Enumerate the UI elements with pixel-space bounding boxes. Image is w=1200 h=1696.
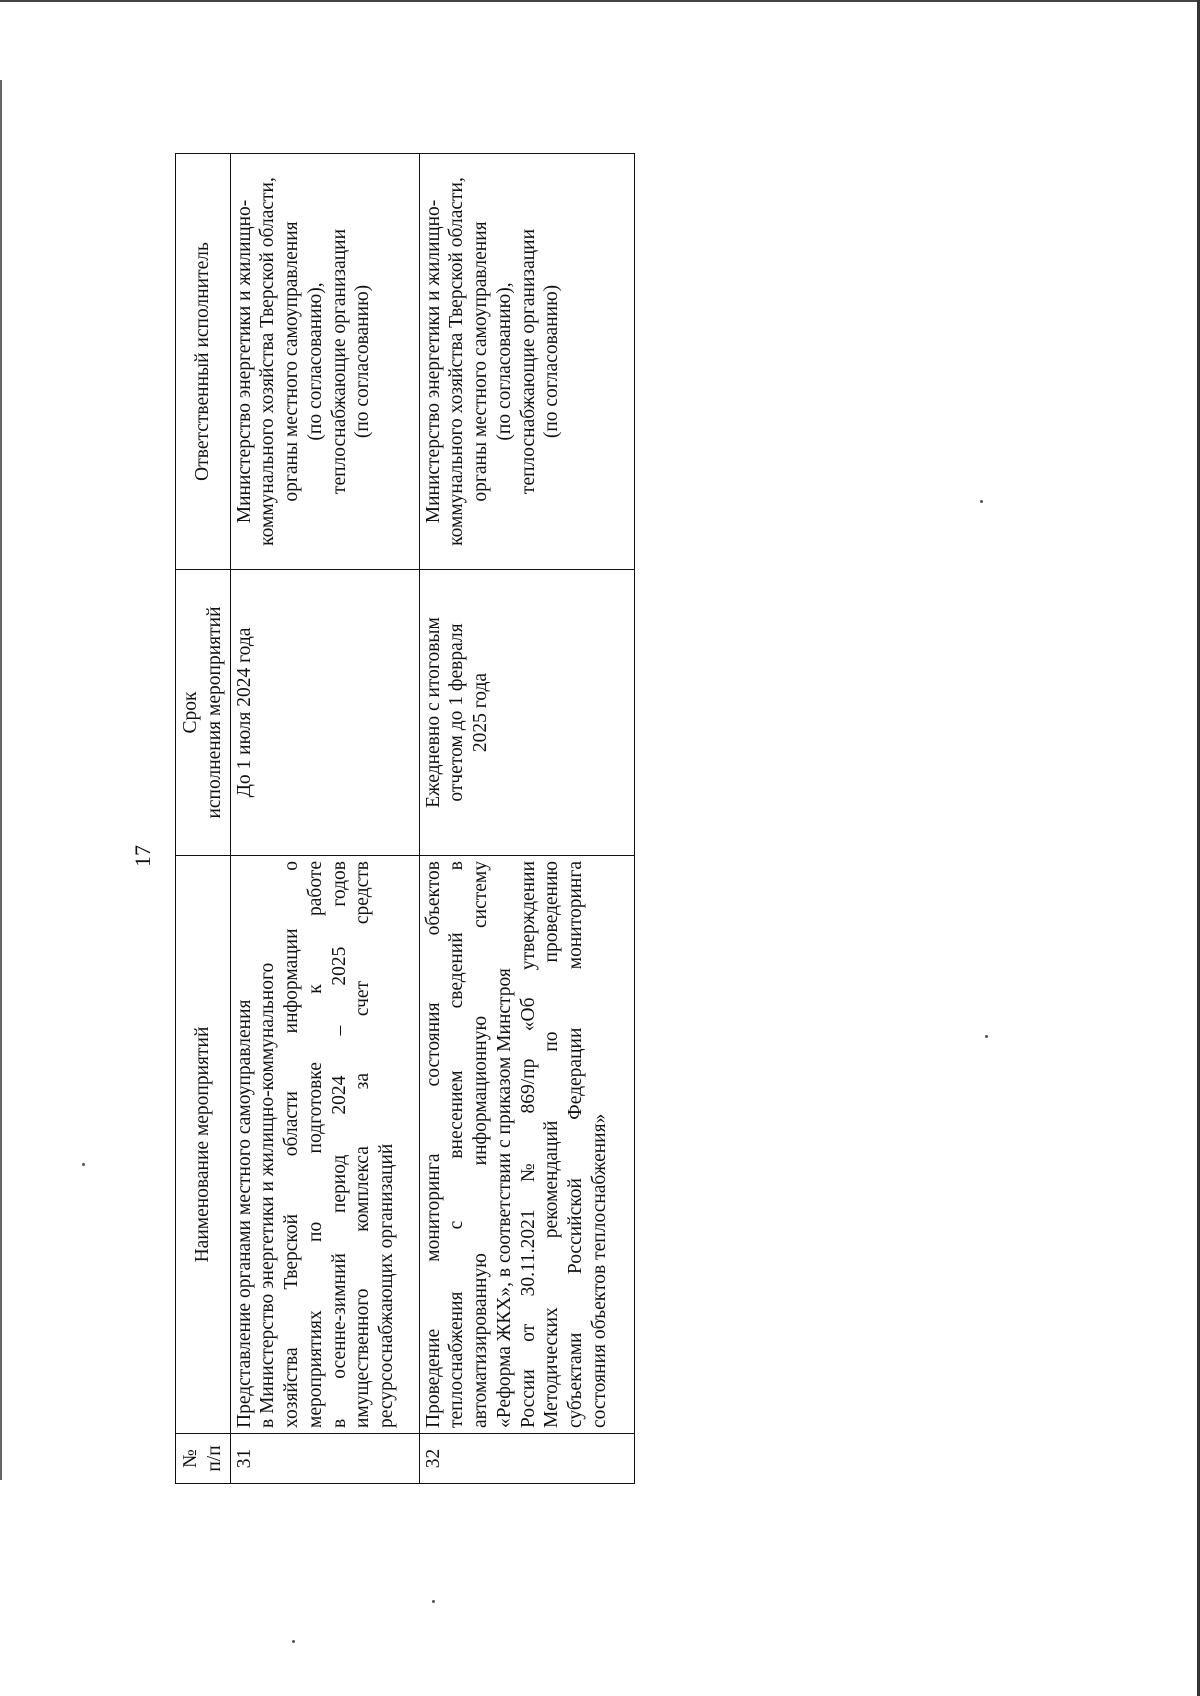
header-responsible: Ответственный исполнитель <box>176 154 231 570</box>
row-responsible-line: (по согласованию), <box>493 282 515 441</box>
row-name-line: автоматизированную информационную систему <box>470 861 492 1428</box>
row-responsible-line: Министерство энергетики и жилищно- <box>233 199 255 524</box>
row-responsible-line: коммунального хозяйства Тверской области, <box>446 177 468 546</box>
table-row <box>419 154 634 1484</box>
row-term-line: 2025 года <box>470 672 492 753</box>
header-term <box>176 570 231 856</box>
row-term <box>230 570 419 856</box>
row-name-line: имущественного комплекса за счет средств <box>352 861 374 1428</box>
row-name-line: субъектами Российской Федерации мониторинга <box>565 861 587 1428</box>
row-name-line: Проведение мониторинга состояния объектов <box>422 861 444 1428</box>
row-responsible <box>230 154 419 570</box>
measures-table <box>175 153 635 1484</box>
row-number: 31 <box>230 1434 419 1484</box>
row-responsible-line: органы местного самоуправления <box>281 221 303 502</box>
row-responsible-line: теплоснабжающие организации <box>328 228 350 495</box>
row-name-line: мероприятиях по подготовке к работе <box>304 861 326 1428</box>
row-responsible-line: теплоснабжающие организации <box>517 228 539 495</box>
row-name-line: состояния объектов теплоснабжения» <box>589 1113 611 1428</box>
row-responsible <box>419 154 634 570</box>
row-responsible-line: органы местного самоуправления <box>470 221 492 502</box>
row-name <box>230 856 419 1434</box>
row-responsible-line: (по согласованию) <box>352 284 374 439</box>
header-term-line1: Срок <box>180 691 201 734</box>
row-name-line: Представление органами местного самоуправления <box>233 999 255 1428</box>
header-term-line2: исполнения мероприятий <box>203 606 225 819</box>
row-name-line: в осенне-зимний период 2024 – 2025 годов <box>328 861 350 1428</box>
header-name: Наименование мероприятий <box>176 856 231 1434</box>
table-row <box>230 154 419 1484</box>
row-name-line: России от 30.11.2021 № 869/пр «Об утверждении <box>517 861 539 1428</box>
row-responsible-line: Министерство энергетики и жилищно- <box>422 199 444 524</box>
row-name-line: хозяйства Тверской области информации о <box>281 861 303 1428</box>
row-name <box>419 856 634 1434</box>
row-responsible-line: (по согласованию) <box>541 284 563 439</box>
row-name-line: «Реформа ЖКХ», в соответствии с приказом Минстроя <box>493 968 515 1428</box>
row-term-line: отчетом до 1 февраля <box>446 623 468 802</box>
row-name-line: ресурсоснабжающих организаций <box>376 1143 398 1428</box>
header-number-line2: п/п <box>203 1445 225 1472</box>
header-number-line1: № <box>180 1449 201 1468</box>
page-number: 17 <box>130 845 155 867</box>
row-number: 32 <box>419 1434 634 1484</box>
row-name-line: Методических рекомендаций по проведению <box>541 861 563 1428</box>
row-name-line: в Министерство энергетики и жилищно-коммунального <box>257 962 279 1428</box>
row-term <box>419 570 634 856</box>
row-term-line: Ежедневно с итоговым <box>422 617 444 808</box>
header-number <box>176 1434 231 1484</box>
row-name-line: теплоснабжения с внесением сведений в <box>446 861 468 1428</box>
table-header-row <box>176 154 231 1484</box>
row-responsible-line: (по согласованию), <box>304 282 326 441</box>
row-term-line: До 1 июля 2024 года <box>233 627 255 798</box>
row-responsible-line: коммунального хозяйства Тверской области, <box>257 177 279 546</box>
